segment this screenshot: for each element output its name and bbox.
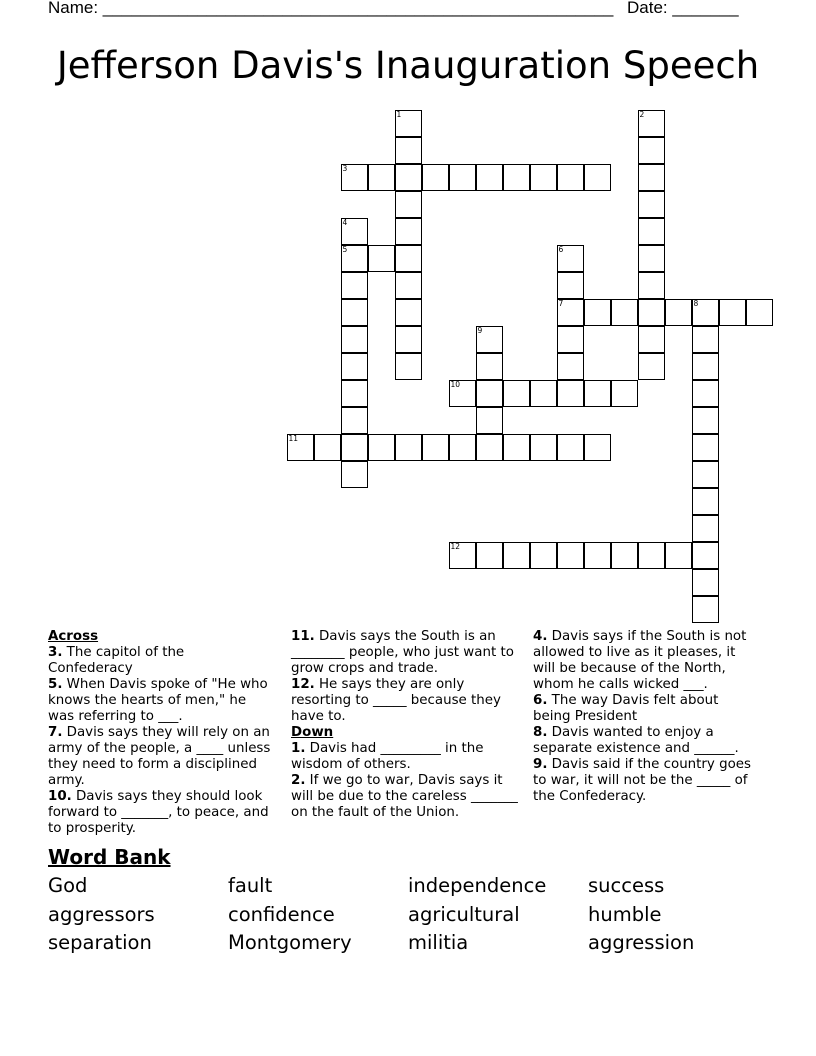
crossword-cell[interactable] <box>719 299 746 326</box>
crossword-cell[interactable] <box>395 245 422 272</box>
crossword-cell[interactable] <box>557 353 584 380</box>
crossword-cell[interactable] <box>503 434 530 461</box>
date-field[interactable]: Date: _______ <box>627 0 739 17</box>
clue-number: 11 <box>288 434 299 443</box>
crossword-cell[interactable] <box>611 299 638 326</box>
clue-number: 2 <box>639 110 645 119</box>
word-bank-title: Word Bank <box>48 845 171 869</box>
word-bank-word: humble <box>588 903 662 926</box>
crossword-cell[interactable] <box>395 434 422 461</box>
crossword-cell[interactable] <box>557 434 584 461</box>
crossword-cell[interactable] <box>341 461 368 488</box>
clues-column-3 <box>533 629 758 805</box>
crossword-cell[interactable] <box>530 164 557 191</box>
word-bank-word: aggressors <box>48 903 155 926</box>
crossword-cell[interactable] <box>530 434 557 461</box>
crossword-cell[interactable] <box>692 569 719 596</box>
crossword-cell[interactable] <box>476 434 503 461</box>
crossword-cell[interactable] <box>692 488 719 515</box>
crossword-cell[interactable] <box>341 272 368 299</box>
clue-number: 9 <box>477 326 483 335</box>
crossword-cell[interactable] <box>449 380 476 407</box>
clue-down-4: 4. Davis says if the South is not allowed to live as it pleases, it will be because of the North, whom he calls wicked ___. <box>533 629 747 692</box>
crossword-cell[interactable] <box>395 353 422 380</box>
clue-down-2: 2. If we go to war, Davis says it will be due to the careless _______ on the fault of the Union. <box>291 773 518 820</box>
crossword-cell[interactable] <box>530 380 557 407</box>
crossword-cell[interactable] <box>476 164 503 191</box>
crossword-cell[interactable] <box>476 542 503 569</box>
crossword-cell[interactable] <box>557 380 584 407</box>
crossword-cell[interactable] <box>368 245 395 272</box>
crossword-cell[interactable] <box>341 218 368 245</box>
crossword-cell[interactable] <box>530 542 557 569</box>
crossword-cell[interactable] <box>692 380 719 407</box>
crossword-cell[interactable] <box>449 434 476 461</box>
crossword-cell[interactable] <box>638 218 665 245</box>
crossword-cell[interactable] <box>665 542 692 569</box>
crossword-cell[interactable] <box>341 299 368 326</box>
crossword-cell[interactable] <box>557 542 584 569</box>
crossword-cell[interactable] <box>584 542 611 569</box>
crossword-cell[interactable] <box>395 110 422 137</box>
crossword-cell[interactable] <box>476 380 503 407</box>
crossword-cell[interactable] <box>314 434 341 461</box>
crossword-cell[interactable] <box>395 272 422 299</box>
crossword-cell[interactable] <box>341 353 368 380</box>
crossword-cell[interactable] <box>638 542 665 569</box>
crossword-cell[interactable] <box>341 434 368 461</box>
word-bank-word: independence <box>408 874 547 897</box>
word-bank-word: fault <box>228 874 273 897</box>
word-bank-word: militia <box>408 931 469 954</box>
crossword-cell[interactable] <box>476 326 503 353</box>
crossword-cell[interactable] <box>476 407 503 434</box>
crossword-cell[interactable] <box>503 542 530 569</box>
crossword-cell[interactable] <box>638 137 665 164</box>
crossword-cell[interactable] <box>692 326 719 353</box>
clue-across-11: 11. Davis says the South is an ________ people, who just want to grow crops and trade. <box>291 629 514 676</box>
clue-number: 4 <box>342 218 348 227</box>
crossword-cell[interactable] <box>368 164 395 191</box>
crossword-cell[interactable] <box>449 542 476 569</box>
crossword-cell[interactable] <box>395 326 422 353</box>
down-heading: Down <box>291 725 334 740</box>
crossword-cell[interactable] <box>692 434 719 461</box>
word-bank-word: agricultural <box>408 903 520 926</box>
crossword-cell[interactable] <box>692 542 719 569</box>
clue-number: 5 <box>342 245 348 254</box>
crossword-cell[interactable] <box>395 137 422 164</box>
clue-number: 7 <box>558 299 564 308</box>
crossword-cell[interactable] <box>287 434 314 461</box>
crossword-cell[interactable] <box>395 299 422 326</box>
clue-number: 12 <box>450 542 461 551</box>
word-bank-word: aggression <box>588 931 695 954</box>
crossword-cell[interactable] <box>638 353 665 380</box>
word-bank-word: Montgomery <box>228 931 352 954</box>
crossword-cell[interactable] <box>557 245 584 272</box>
crossword-cell[interactable] <box>692 461 719 488</box>
crossword-cell[interactable] <box>584 299 611 326</box>
clue-number: 8 <box>693 299 699 308</box>
word-bank-word: separation <box>48 931 152 954</box>
page-title: Jefferson Davis's Inauguration Speech <box>56 44 760 87</box>
word-bank-word: confidence <box>228 903 335 926</box>
crossword-cell[interactable] <box>746 299 773 326</box>
crossword-cell[interactable] <box>692 299 719 326</box>
crossword-cell[interactable] <box>557 299 584 326</box>
clue-down-1: 1. Davis had _________ in the wisdom of others. <box>291 741 484 772</box>
crossword-cell[interactable] <box>692 515 719 542</box>
clue-across-3: 3. The capitol of the Confederacy <box>48 645 185 676</box>
clue-down-8: 8. Davis wanted to enjoy a separate existence and ______. <box>533 725 739 756</box>
crossword-cell[interactable] <box>341 380 368 407</box>
crossword-cell[interactable] <box>692 596 719 623</box>
crossword-cell[interactable] <box>557 272 584 299</box>
crossword-cell[interactable] <box>395 191 422 218</box>
crossword-cell[interactable] <box>638 272 665 299</box>
crossword-cell[interactable] <box>692 353 719 380</box>
clue-down-9: 9. Davis said if the country goes to war, it will not be the _____ of the Confederacy. <box>533 757 752 804</box>
clue-number: 3 <box>342 164 348 173</box>
crossword-cell[interactable] <box>638 110 665 137</box>
crossword-cell[interactable] <box>692 407 719 434</box>
crossword-cell[interactable] <box>395 218 422 245</box>
crossword-cell[interactable] <box>665 299 692 326</box>
crossword-cell[interactable] <box>584 434 611 461</box>
crossword-cell[interactable] <box>395 164 422 191</box>
crossword-cell[interactable] <box>638 164 665 191</box>
crossword-cell[interactable] <box>638 299 665 326</box>
crossword-cell[interactable] <box>503 164 530 191</box>
crossword-cell[interactable] <box>341 245 368 272</box>
crossword-cell[interactable] <box>449 164 476 191</box>
clues-column-1 <box>48 629 273 837</box>
crossword-cell[interactable] <box>638 326 665 353</box>
clues-column-2 <box>291 629 523 821</box>
crossword-cell[interactable] <box>422 434 449 461</box>
clue-across-10: 10. Davis says they should look forward to _______, to peace, and to prosperity. <box>48 789 269 836</box>
word-bank-word: God <box>48 874 88 897</box>
crossword-cell[interactable] <box>341 326 368 353</box>
crossword-cell[interactable] <box>368 434 395 461</box>
word-bank-word: success <box>588 874 665 897</box>
crossword-cell[interactable] <box>503 380 530 407</box>
crossword-cell[interactable] <box>611 380 638 407</box>
crossword-cell[interactable] <box>584 380 611 407</box>
clue-number: 1 <box>396 110 402 119</box>
clue-across-5: 5. When Davis spoke of "He who knows the hearts of men," he was referring to ___. <box>48 677 268 724</box>
crossword-cell[interactable] <box>341 407 368 434</box>
crossword-cell[interactable] <box>557 326 584 353</box>
across-heading: Across <box>48 629 99 644</box>
crossword-cell[interactable] <box>341 164 368 191</box>
crossword-cell[interactable] <box>557 164 584 191</box>
crossword-cell[interactable] <box>422 164 449 191</box>
clue-number: 10 <box>450 380 461 389</box>
crossword-cell[interactable] <box>584 164 611 191</box>
clue-number: 6 <box>558 245 564 254</box>
name-field[interactable]: Name: ______________________________________________________ <box>48 0 614 17</box>
crossword-cell[interactable] <box>611 542 638 569</box>
crossword-cell[interactable] <box>638 191 665 218</box>
clue-down-6: 6. The way Davis felt about being President <box>533 693 719 724</box>
clue-across-12: 12. He says they are only resorting to _____ because they have to. <box>291 677 501 724</box>
crossword-cell[interactable] <box>638 245 665 272</box>
crossword-cell[interactable] <box>476 353 503 380</box>
clue-across-7: 7. Davis says they will rely on an army of the people, a ____ unless they need to form a disciplined army. <box>48 725 271 788</box>
